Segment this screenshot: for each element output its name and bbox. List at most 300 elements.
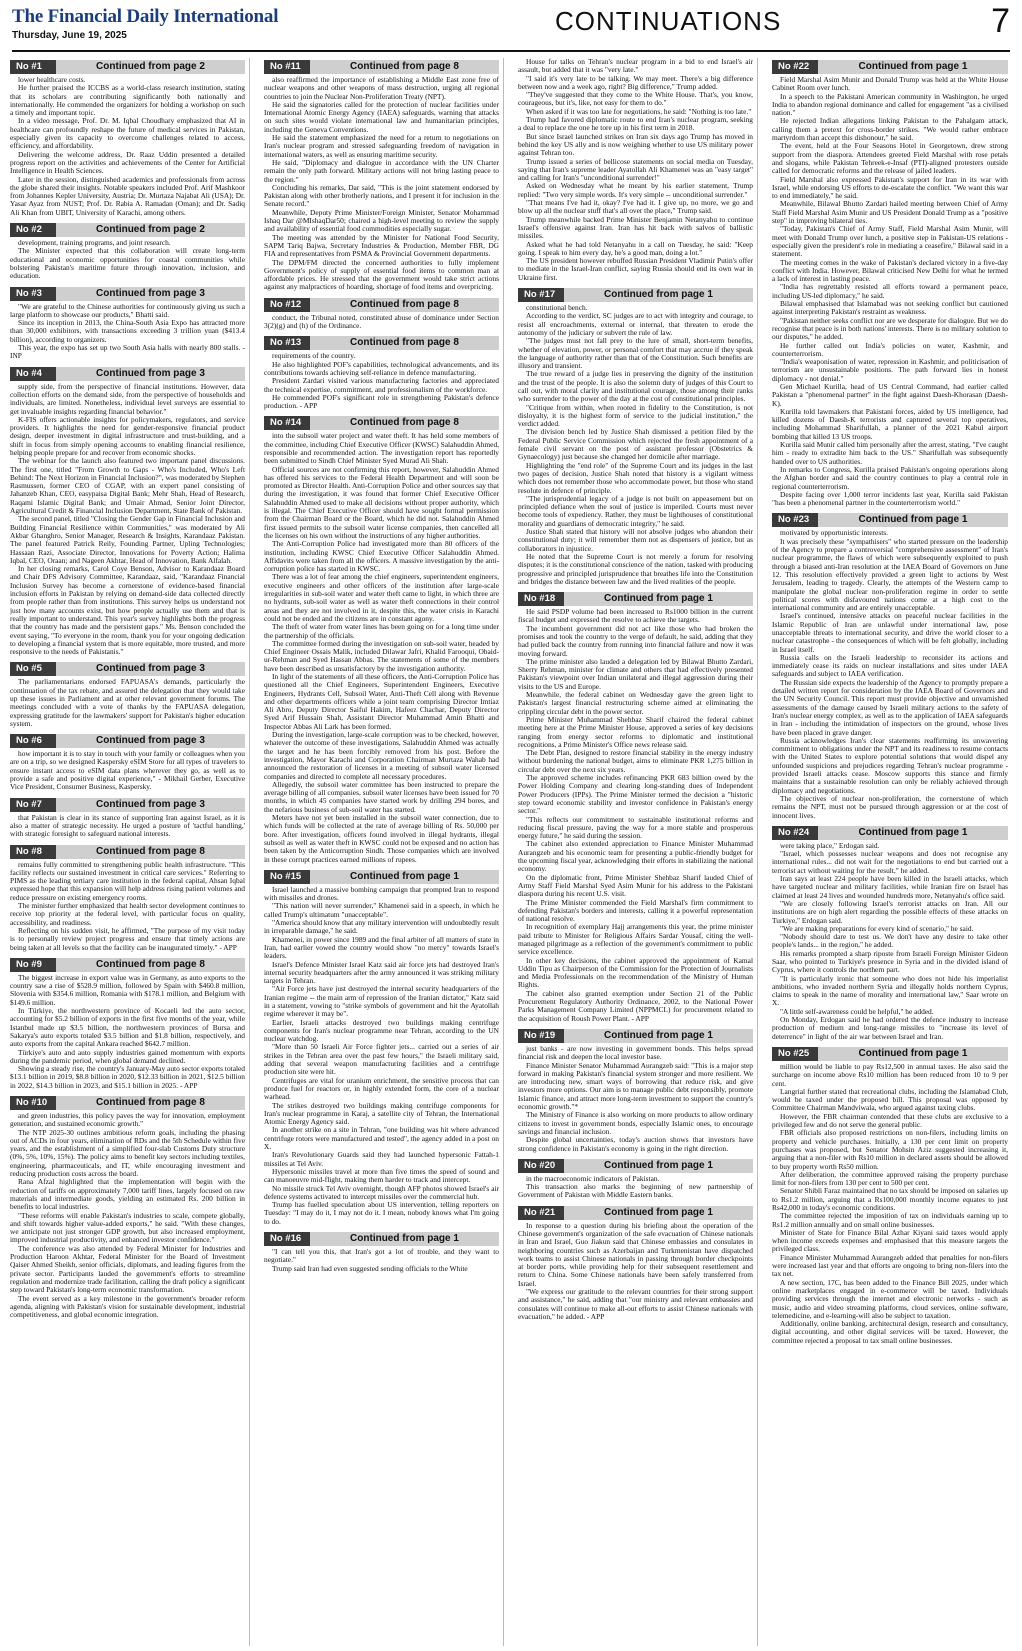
continued-from-label: Continued from page 2 xyxy=(96,224,205,236)
continued-from-label: Continued from page 1 xyxy=(858,514,968,526)
paragraph: constitutional bench. xyxy=(526,303,588,313)
item-body xyxy=(10,974,245,1090)
continuation-item xyxy=(518,592,753,1023)
paragraph: But since Israel launched strikes on Iran six days ago Trump has moved in behind the key US ally and is now weighing whether to use US military power against Tehran too. xyxy=(518,131,753,158)
paragraph: The objectives of nuclear non-proliferation, the cornerstone of which remains the NPT, must not be pursued through aggression or at the cost of innocent lives. xyxy=(772,793,1008,820)
column-4 xyxy=(772,58,1012,1646)
item-header xyxy=(10,662,245,676)
paragraph: "India has regrettably resisted all efforts toward a permanent peace, including US-led diplomacy," he said. xyxy=(772,282,1008,300)
paragraph: The cabinet also granted exemption under Section 21 of the Public Procurement Regulatory Authority Ordinance, 2002, to the National Power Parks Management Company Limited (NPPMCL) for procurement related to the acquisition of Roush Power Plant. - APP xyxy=(518,988,753,1023)
item-body xyxy=(518,58,753,282)
paragraph: "We are closely following Israel's terrorist attacks on Iran. All our institutions are on high alert regarding the possible effects of these attacks on Turkiye," Erdogan said. xyxy=(772,898,1008,925)
continuation-item xyxy=(10,958,245,1090)
paragraph: "We express our gratitude to the relevant countries for their strong support and assistance," he said, adding that "our ministry and relevant embassies and consulates will continue to make all-out efforts to assist Chinese nationals with evacuation," he added. - APP xyxy=(518,1287,753,1321)
continuation-item xyxy=(264,60,499,292)
item-number: No #21 xyxy=(518,1206,564,1220)
continuation-item xyxy=(518,1029,753,1153)
paragraph: His remarks prompted a sharp riposte from Israeli Foreign Minister Gideon Saar, who pointed to Turkiye's presence in Syria and in the divided island of Cyprus, where it controls the northern part. xyxy=(772,948,1008,975)
paragraph: "It is particularly ironic that someone who does not hide his imperialist ambitions, who invaded northern Syria and illegally holds northern Cyprus, claims to speak in the name of morality and international law," Saar wrote on X. xyxy=(772,973,1008,1008)
paragraph: In other key decisions, the cabinet approved the appointment of Kamal Uddin Tipu as Chairperson of the Commission for the Protection of Journalists and Media Professionals on the recommendation of the Ministry of Human Rights. xyxy=(518,955,753,990)
item-body xyxy=(772,529,1008,819)
paragraph: Finance Minister Senator Muhammad Aurangzeb said: "This is a major step forward in making Pakistan's financial system stronger and more resilient. We are introducing new, smart ways of borrowing that reduce risk, and give investors more options. Our aim is to manage public debt responsibly, promote Islamic finance, and attract more long-term investment to support the country's economic growth."* xyxy=(518,1060,753,1112)
continued-from-label: Continued from page 1 xyxy=(604,1159,713,1171)
paragraph: President Zardari visited various manufacturing factories and appreciated the technical expertise, commitment, and professionalism of the workforce. xyxy=(264,376,499,394)
item-header xyxy=(772,1047,1008,1061)
paragraph: "A little self-awareness could be helpful," he added. xyxy=(780,1006,934,1016)
item-header xyxy=(264,336,499,350)
paragraph: In recognition of exemplary Hajj arrangements this year, the prime minister paid tribute to Minister for Religious Affairs Sardar Yousaf, citing the well-managed pilgrimage as a reflection of the government's commitment to public service excellence. xyxy=(518,922,753,957)
paragraph: Finance Minister Muhammad Aurangzeb added that penalties for non-filers were increased last year and that efforts are ongoing to bring non-filers into the tax net. xyxy=(772,1252,1008,1279)
paragraph: Justice Shah stated that history will not absolve judges who abandon their constitutional duty; it will remember them not as dispensers of justice, but as collaborators in injustice. xyxy=(518,527,753,553)
continuation-item xyxy=(10,60,245,217)
masthead xyxy=(0,0,1022,52)
item-number: No #9 xyxy=(10,958,56,972)
item-number: No #13 xyxy=(264,336,310,350)
paragraph: He further called out India's policies on water, Kashmir, and counterterrorism. xyxy=(772,340,1008,358)
continuation-item xyxy=(264,1232,499,1273)
continued-from-label: Continued from page 1 xyxy=(858,61,968,72)
paragraph: Concluding his remarks, Dar said, "This is the joint statement endorsed by Pakistan along with other brotherly nations, and I present it for inclusion in the Senate record." xyxy=(264,182,499,209)
paragraph: into the subsoil water project and water theft. It has held some members of the committee, including Chief Executive Officer (KWSC) Salahuddin Ahmed, responsible and recommended action. The investigation report has reportedly been submitted to Sindh Chief Minister Syed Murad Ali Shah. xyxy=(264,431,499,466)
item-number: No #24 xyxy=(772,826,818,840)
paragraph: "I said it's very late to be talking. We may meet. There's a big difference between now and a week ago, right? Big difference," Trump added. xyxy=(518,73,753,91)
item-body xyxy=(264,432,499,863)
item-body xyxy=(264,352,499,410)
continued-from-label: Continued from page 1 xyxy=(350,870,459,882)
paragraph: The incumbent government did not act like those who had broken the promises and took the country to the verge of default, he said, adding that they had pulled back the country from running into financial failure and now it was moving forward. xyxy=(518,623,753,658)
item-body xyxy=(518,1045,753,1153)
paragraph: Trump issued a series of bellicose statements on social media on Tuesday, saying that Iran's supreme leader Ayatollah Ali Khamenei was an "easy target" and calling for Iran's "unconditional surrender!" xyxy=(518,156,753,183)
continuation-item xyxy=(264,298,499,331)
paragraph: He also highlighted POF's capabilities, technological advancements, and its contributions towards achieving self-reliance in defence manufacturing. xyxy=(264,359,499,377)
paragraph: Bilawal emphasised that Islamabad was not seeking conflict but cautioned against interpreting Pakistan's restraint as weakness. xyxy=(772,299,1008,317)
paragraph: He said the signatories called for the protection of nuclear facilities under International Atomic Energy Agency (IAEA) safeguards, warning that attacks on such sites would violate international law and humanitarian principles, including the Geneva Conventions. xyxy=(264,99,499,134)
paragraph: Meanwhile, the federal cabinet on Wednesday gave the green light to Pakistan's largest financial restructuring scheme aimed at eliminating the crippling circular debt in the power sector. xyxy=(518,690,753,716)
paragraph: Official sources are not confirming this report, however, Salahuddin Ahmed has offered his services to the Federal Health Department and will soon be promoted as Director Health. Anti-Corruption Police and other sources say that during the investigation, it was found that former Chief Executive Officer Salahuddin Ahmed used to make all decisions without proper authority, which is illegal. The Chief Executive Officer should have sought formal permission from the Chairman Board or the Board, which he did not. Salahuddin Ahmed first issued permits to the subsoil water license companies, then cancelled all the licenses on his own without the instructions of any higher authorities. xyxy=(264,464,499,540)
paragraph: Trump had favored diplomatic route to end Iran's nuclear program, seeking a deal to replace the one he tore up in his first term in 2018. xyxy=(518,115,753,133)
item-body xyxy=(264,1248,499,1273)
paragraph: "Critique from within, when rooted in fidelity to the Constitution, is not disloyalty, it is the highest form of service to the judicial institution," the verdict added. xyxy=(518,402,753,429)
continued-from-label: Continued from page 1 xyxy=(604,289,713,301)
continued-from-label: Continued from page 3 xyxy=(96,663,205,675)
paragraph: and green industries, this policy paves the way for innovation, employment generation, and sustained economic growth." xyxy=(10,1110,245,1129)
continuation-item xyxy=(518,288,753,586)
paragraph: Russia calls on the Israeli leadership to reconsider its actions and immediately cease its raids on nuclear installations and sites under IAEA safeguards and subject to IAEA verification. xyxy=(772,652,1008,679)
item-header xyxy=(10,845,245,859)
continued-from-label: Continued from page 3 xyxy=(96,287,205,299)
paragraph: In a video message, Prof. Dr. M. Iqbal Choudhary emphasized that AI in healthcare can profoundly reshape the future of medical services in Pakistan, especially given its capacity to overcome challenges related to access, efficiency, and affordability. xyxy=(10,116,245,151)
paragraph: "Israel, which possesses nuclear weapons and does not recognise any international rules... did not wait for the negotiations to end but carried out a terrorist act without waiting for the result," he added. xyxy=(772,849,1008,875)
continued-from-label: Continued from page 8 xyxy=(350,417,459,429)
paragraph: On the diplomatic front, Prime Minister Shehbaz Sharif lauded Chief of Army Staff Field Marshal Syed Asim Munir for his address to the Pakistani diaspora during his recent U.S. visit. xyxy=(518,872,753,899)
paragraph: "This reflects our commitment to sustainable institutional reforms and reducing fiscal pressure, paving the way for a more stable and prosperous energy future," he said during the session. xyxy=(518,814,753,841)
paragraph: Israel's Defence Minister Israel Katz said air force jets had destroyed Iran's internal security headquarters after the army announced it was striking military targets in Tehran. xyxy=(264,959,499,986)
item-number: No #18 xyxy=(518,592,564,606)
paragraph: Highlighting the "end role" of the Supreme Court and its judges in the last two pages of decision, Justice Shah noted that history is a vigilant witness which does not remember those who accommodate power, but those who stand resolute in defence of principle. xyxy=(518,460,753,495)
paragraph: In another strike on a site in Tehran, "one building was hit where advanced centrifuge rotors were manufactured and tested", the agency added in a post on X. xyxy=(264,1125,499,1152)
paragraph: The meeting comes in the wake of Pakistan's declared victory in a five-day conflict with India. However, Bilawal criticised New Delhi for what he termed a lack of interest in lasting peace. xyxy=(772,257,1008,284)
paragraph: "The judges must not fall prey to the lure of small, short-term benefits, whether of elevation, power, or personal comfort that may accrue if they speak the language of authority rather than that of the Constitution. Such benefits are illusory and transient. xyxy=(518,336,753,371)
item-body xyxy=(772,842,1008,1041)
paragraph: motivated by opportunistic interests. xyxy=(780,528,888,538)
continuation-item xyxy=(518,1206,753,1322)
paragraph: Allegedly, the subsoil water committee has been instructed to prepare the average billing of all companies, subsoil water licenses have been issued for 70 months, in which 45 companies have started work by drilling 294 bores, and the nefarious business of sub-soil water has started. xyxy=(264,779,499,814)
paragraph: He further praised the ICCBS as a world-class research institution, stating that its scholars are contributing significantly both nationally and internationally. He commended the organizers for holding a workshop on such a timely and important topic. xyxy=(10,83,245,118)
paragraph: Minister of State for Finance Bilal Azhar Kiyani said taxes would apply when income exceeds expenses and emphasised that this measure targets the privileged class. xyxy=(772,1227,1008,1254)
paragraph: "India's weaponisation of water, repression in Kashmir, and politicisation of terrorism are unsustainable positions. The path forward lies in honest diplomacy - not denial." xyxy=(772,357,1008,383)
paragraph: Trump meanwhile backed Prime Minister Benjamin Netanyahu to continue Israel's offensive against Iran. Iran has hit back with salvos of ballistic missiles. xyxy=(518,214,753,241)
paragraph: Rana Afzal highlighted that the implementation will begin with the reduction of tariffs on approximately 7,000 tariff lines, largely focused on raw materials and intermediate goods, yielding an estimated Rs. 200 billion in benefits to local industries. xyxy=(10,1177,245,1212)
paragraph: When asked if it was too late for negotiations, he said: "Nothing is too late." xyxy=(526,106,752,116)
item-number: No #15 xyxy=(264,870,310,884)
item-body xyxy=(10,678,245,728)
item-header xyxy=(772,826,1008,840)
paragraph: Despite facing over 1,000 terror incidents last year, Kurilla said Pakistan "has been a phenomenal partner in the counterterrorism world." xyxy=(772,489,1008,508)
paragraph: In Türkiye, the northwestern province of Kocaeli led the auto sector, accounting for $5.2 billion of exports in the first five months of the year, while Istanbul made up $3.5 billion, the northwestern provinces of Bursa and Sakarya's auto exports totaled $3.5 billion and $1.8 billion, respectively, and auto exports from the capital Ankara reached $642.7 million. xyxy=(10,1006,245,1049)
item-number: No #10 xyxy=(10,1096,56,1110)
paragraph: Trump said Iran had even suggested sending officials to the White xyxy=(272,1263,468,1273)
paragraph: Earlier, Israeli attacks destroyed two buildings making centrifuge components for Iran's nuclear programme near Tehran, according to the UN nuclear watchdog. xyxy=(264,1017,499,1044)
paragraph: Since its inception in 2013, the China-South Asia Expo has attracted more than 30,000 exhibitors, with transactions exceeding 3 trillion yuan ($413.4 billion), according to organizers. xyxy=(10,318,245,344)
item-number: No #5 xyxy=(10,662,56,676)
paragraph: The Russian side expects the leadership of the Agency to promptly prepare a detailed written report for consideration by the IAEA Board of Governors and the UN Security Council. This report must provide objective and unvarnished assessments of the damage caused by Israeli military actions to the safety of Iran's nuclear energy complex, as well as to the application of IAEA safeguards in Iran - including the intimidation of inspectors on the ground, whose lives have been placed in grave danger. xyxy=(772,677,1008,737)
paragraph: "Nobody should dare to test us. We don't have any desire to take other people's lands... in the region," he added. xyxy=(772,932,1008,950)
paragraph: Hypersonic missiles travel at more than five times the speed of sound and can manoeuvre mid-flight, making them harder to track and intercept. xyxy=(264,1166,499,1185)
paragraph: In light of the statements of all these officers, the Anti-Corruption Police has questioned all the Chief Engineers, Superintendent Engineers, Executive Engineers, Hydrants Cell, Subsoil Water, Anti-Theft Cell along with Revenue and other departments officers while a joint team comprising Director Imtiaz Ali Abro, Deputy Director Saiful Hakim, Hafeez Chachar, Deputy Director Syed Arif Hussain Shah, Assistant Director Muhammad Amin Bhatti and Inspector Abbas Ali Lark has been formed. xyxy=(264,672,499,731)
paragraph: Asked on Wednesday what he meant by his earlier statement, Trump replied: "Two very simple words. It's very simple -- unconditional surrender." xyxy=(518,181,753,199)
item-number: No #11 xyxy=(264,60,310,74)
item-number: No #22 xyxy=(772,60,818,74)
paragraph: The event served as a key milestone in the government's broader reform agenda, aligning with Pakistan's vision for sustainable development, industrial competitiveness, and global economic integration. xyxy=(10,1293,245,1320)
item-header xyxy=(10,287,245,301)
item-header xyxy=(10,734,245,748)
item-header xyxy=(264,870,499,884)
continued-from-label: Continued from page 1 xyxy=(604,593,713,605)
paragraph: Langrial further stated that recreational clubs, including the Islamabad Club, would be taxed under the proposed bill. This proposal was opposed by Committee Chairman Mandviwala, who argued against taxing clubs. xyxy=(772,1086,1008,1113)
paragraph: "We are grateful to the Chinese authorities for continuously giving us such a large platform to showcase our products," Bhatti said. xyxy=(10,301,245,319)
paragraph: The Ministry of Finance is also working on more products to allow ordinary citizens to invest in government bonds, especially Islamic ones, to encourage savings and financial inclusion. xyxy=(518,1110,753,1136)
item-body xyxy=(10,303,245,361)
item-header xyxy=(10,1096,245,1110)
item-body xyxy=(518,1175,753,1200)
item-body xyxy=(10,1112,245,1319)
paragraph: This year, the expo has set up two South Asia halls with nearly 800 stalls. - INP xyxy=(10,343,245,361)
paragraph: After deliberation, the committee approved raising the property purchase limit for non-filers from 130 per cent to 500 per cent. xyxy=(772,1169,1008,1188)
item-body xyxy=(518,608,753,1023)
paragraph: development, training programs, and joint research. xyxy=(18,238,171,248)
paragraph: Iran says at least 224 people have been killed in the Israeli attacks, which have targeted nuclear and military facilities, while Iranian fire on Israel has claimed at least 24 lives and wounded hundreds more, Netanyahu's office said. xyxy=(772,874,1008,900)
item-body xyxy=(264,314,499,331)
column-3 xyxy=(518,58,758,1646)
item-header xyxy=(772,60,1008,74)
paragraph: Meanwhile, Deputy Prime Minister/Foreign Minister, Senator Mohammad Ishaq Dar @MIshaqDar50; chaired a high-level meeting to review the supply and availability of essential food commodities especially sugar. xyxy=(264,207,499,234)
paragraph: "I can tell you this, that Iran's got a lot of trouble, and they want to negotiate." xyxy=(264,1247,499,1265)
paragraph: The conference was also attended by Federal Minister for Industries and Production Haroon Akhtar, Federal Minister for the Board of Investment Qaiser Ahmed Sheikh, senior officials, diplomats, and leading figures from the private sector. Participants lauded the government's efforts to streamline regulation and modernize trade facilitation, calling the draft policy a significant step toward Pakistan's long-term economic transformation. xyxy=(10,1243,245,1295)
paragraph: Showing a steady rise, the country's January-May auto sector exports totaled $13.1 billion in 2019, $8.8 billion in 2020, $12.33 billion in 2021, $12.5 billion in 2022, $14.3 billion in 2023, and $15.1 billion in 2025. - APP xyxy=(10,1064,245,1090)
paragraph: The theft of water from water lines has been going on for a long time under the partnership of the officials. xyxy=(264,622,499,640)
paragraph: Centrifuges are vital for uranium enrichment, the sensitive process that can produce fuel for reactors or, in highly extended form, the core of a nuclear warhead. xyxy=(264,1075,499,1102)
item-header xyxy=(10,958,245,972)
paragraph: The Debt Plan, designed to restore financial stability in the energy industry without burdening the national budget, aims to eliminate PKR 1,275 billion in circular debt over the next six years. xyxy=(518,748,753,774)
continuation-item xyxy=(10,798,245,839)
item-header xyxy=(10,367,245,381)
continuation-item xyxy=(264,416,499,863)
paragraph: On Monday, Erdogan said he had ordered the defence industry to increase production of medium and long-range missiles to "increase its level of deterrence" in light of the air war between Israel and Iran. xyxy=(772,1015,1008,1041)
paragraph: The minister further emphasized that health sector development continues to receive top priority at the federal level, with particular focus on quality, accessibility, and readiness. xyxy=(10,901,245,927)
paragraph: Israel's continued, intensive attacks on peaceful nuclear facilities in the Islamic Republic of Iran are unlawful under international law, pose unacceptable threats to international security, and drive the world closer to a nuclear catastrophe - the consequences of which will be felt globally, including in Israel itself. xyxy=(772,611,1008,654)
item-body xyxy=(772,1063,1008,1345)
paragraph: It was precisely these "sympathisers" who started pressure on the leadership of the Agency to prepare a controversial "comprehensive assessment" of Iran's nuclear programme, the flaws of which were subsequently exploited to push through a biased anti-Iran resolution at the IAEA Board of Governors on June 12. This resolution effectively provided a green light to actions by West Jerusalem, leading to tragedy. Clearly, the attempts of the Western camp to manipulate the global nuclear non-proliferation regime in order to settle political scores with disfavoured nations come at a high cost to the international community and are entirely unacceptable. xyxy=(772,536,1008,613)
paragraph: In response to a question during his briefing about the operation of the Chinese government's organization of the safe evacuation of Chinese nationals in Iran and Israel, Guo Jiakun said that Chinese embassies and consulates in neighboring countries such as Azerbaijan and Turkmenistan have dispatched work teams to assist Chinese nationals in passing through border checkpoints at border ports, while providing help for their subsequent resettlement and return to China. Some Chinese nationals have been safely transferred from Israel. xyxy=(518,1220,753,1288)
continued-from-label: Continued from page 3 xyxy=(96,735,205,747)
continuation-item xyxy=(10,287,245,361)
paragraph: million would be liable to pay Rs12,500 in annual taxes. He also said the surcharge on income above Rs10 million has been reduced from 10 to 9 per cent. xyxy=(772,1061,1008,1088)
continuation-item xyxy=(772,1047,1008,1345)
continued-from-label: Continued from page 8 xyxy=(350,61,459,72)
paragraph: He rejected Indian allegations linking Pakistan to the Pahalgam attack, calling them a pretext for cross-border strikes. "We would rather embrace martyrdom than accept this dishonour," he said. xyxy=(772,116,1008,143)
paragraph: remains fully committed to strengthening public health infrastructure. "This facility reflects our sustained investment in critical care services." Referring to PIMS as the leading tertiary care institution in the federal capital, Ahsan Iqbal expressed hope that this expansion will help address rising patient volumes and reduce pressure on existing emergency rooms. xyxy=(10,859,245,902)
item-number: No #14 xyxy=(264,416,310,430)
continuation-item xyxy=(10,367,245,657)
item-body xyxy=(10,861,245,952)
paragraph: Türkiye's auto and auto supply industries gained momentum with exports during the pandemic period, when global demand declined. xyxy=(10,1047,245,1065)
item-number: No #1 xyxy=(10,60,56,74)
item-number: No #16 xyxy=(264,1232,310,1246)
item-header xyxy=(264,1232,499,1246)
continuation-item xyxy=(264,336,499,410)
paragraph: Kurilla told lawmakers that Pakistani forces, aided by US intelligence, had killed dozens of Daesh-K terrorists and captured several top operatives, including Mohammad Sharifullah, a planner of the 2021 Kabul airport bombing that killed 13 US troops. xyxy=(772,406,1008,441)
paragraph: He said the statement emphasized the need for a return to negotiations on Iran's nuclear program and stressed safeguarding freedom of navigation in international waters, as well as ensuring maritime security. xyxy=(264,133,499,159)
continuation-item xyxy=(10,734,245,791)
item-header xyxy=(518,1159,753,1173)
paragraph: The biggest increase in export value was in Germany, as auto exports to the country saw a rise of $528.9 million, followed by Spain with $460.8 million, Slovenia with $354.6 million, Romania with $178.1 million, and Belgium with $149.6 million. xyxy=(10,972,245,1007)
continued-from-label: Continued from page 1 xyxy=(858,826,968,838)
item-body xyxy=(10,239,245,280)
continuation-item xyxy=(10,1096,245,1319)
continued-from-label: Continued from page 3 xyxy=(96,798,205,810)
paragraph: The event, held at the Four Seasons Hotel in Georgetown, drew strong support from the diaspora. Attendees greeted Field Marshal with rose petals and slogans, while Pakistan Tehreek-e-Insaf (PTI)-aligned protesters outside called for democratic reforms and the release of jailed leaders. xyxy=(772,141,1008,176)
paragraph: Field Marshal also expressed Pakistan's support for Iran in its war with Israel, while endorsing US efforts to de-escalate the conflict. "We want this war to end immediately," he said. xyxy=(772,174,1008,201)
item-header xyxy=(264,298,499,312)
paragraph: how important it is to stay in touch with your family or colleagues when you are on a trip, so we designed Kaspersky eSIM Store for all types of travelers to ensure instant access to eSIM data plans wherever they go, as well as to provide a safe and positive digital experience," - Mikhail Gerber, Executive Vice President, Consumer Business, Kaspersky. xyxy=(10,749,245,792)
paragraph: During the investigation, large-scale corruption was to be checked, however, whatever the outcome of these investigations, Salahuddin Ahmed was actually the target and he has been forcibly removed from his post. Before the investigation, Mayor Karachi and Corporation Chairman Murtaza Wahab had announced the restoration of licenses in a meeting of subsoil water licensed companies and directed to complete all necessary procedures. xyxy=(264,730,499,781)
paragraph: The approved scheme includes refinancing PKR 683 billion owed by the Power Holding Company and clearing long-standing dues of Independent Power Producers (IPPs). The Prime Minister termed the decision a "historic step toward economic stability and investor confidence in Pakistan's energy sector." xyxy=(518,773,753,816)
item-number: No #17 xyxy=(518,288,564,302)
item-header xyxy=(10,798,245,812)
paragraph: The DPM/FM directed the concerned authorities to fully implement Government's policy of supply of essential food items to common man at affordable prices. He stressed that the government would take strict actions against any malpractices of hoarding, shortage of food items and overpricing. xyxy=(264,257,499,292)
continuation-item xyxy=(10,845,245,952)
paragraph: "That means I've had it, okay? I've had it. I give up, no more, we go and blow up all the nuclear stuff that's all over the place," Trump said. xyxy=(518,198,753,216)
continuation-item xyxy=(10,223,245,280)
paragraph: just banks - are now investing in government bonds. This helps spread financial risk and deepen the local investor base. xyxy=(518,1043,753,1062)
paragraph: Iran's Revolutionary Guards said they had launched hypersonic Fattah-1 missiles at Tel Aviv. xyxy=(264,1150,499,1168)
paragraph: He said, "Diplomacy and dialogue in accordance with the UN Charter remain the only path forward. Military actions will not bring lasting peace to the region." xyxy=(264,157,499,184)
paragraph: Field Marshal Asim Munir and Donald Trump was held at the White House Cabinet Room over lunch. xyxy=(772,75,1008,93)
paragraph: K-FIS offers actionable insights for policymakers, regulators, and service providers. It highlights the need for gender-responsive financial product design, deeper investment in digital infrastructure and trust-building, and a shift in focus from simply opening accounts to enabling financial resilience, helping people prepare for and recover from economic shocks. xyxy=(10,414,245,457)
item-number: No #3 xyxy=(10,287,56,301)
item-number: No #25 xyxy=(772,1047,818,1061)
paragraph: In a speech to the Pakistani American community in Washington, he urged India to abandon regional dominance and called for engagement "as a civilised nation." xyxy=(772,91,1008,118)
paragraph: The prime minister also lauded a delegation led by Bilawal Bhutto Zardari, Sherry Rehman, minister for climate and others that had effectively presented Pakistan's viewpoint over Indian unilateral and illegal aggression during their visits to the US and Europe. xyxy=(518,656,753,691)
item-header xyxy=(518,592,753,606)
continued-from-label: Continued from page 8 xyxy=(350,298,459,310)
continued-from-label: Continued from page 1 xyxy=(604,1029,713,1041)
issue-date: Thursday, June 19, 2025 xyxy=(12,30,127,41)
paragraph: "Today, Pakistan's Chief of Army Staff, Field Marshal Asim Munir, will meet with Donald Trump over lunch, a positive step in Pakistan-US relations - especially given the president's role in mediating a ceasefire," Bilawal said in a statement. xyxy=(772,224,1008,259)
paragraph: Additionally, online banking, architectural design, research and consultancy, digital accounting, and other digital services will be taxed. However, the committee rejected a proposal to tax small online businesses. xyxy=(772,1319,1008,1345)
paragraph: He said PSDP volume had been increased to Rs1000 billion in the current fiscal budget and expressed the resolve to achieve the targets. xyxy=(518,607,753,625)
section-title: CONTINUATIONS xyxy=(555,6,782,36)
paragraph: "These reforms will enable Pakistan's industries to scale, compete globally, and shift towards higher value-added exports," he said. "With these changes, we anticipate not just stronger GDP growth, but also increased employment, improved industrial productivity, and enhanced investor confidence." xyxy=(10,1210,245,1245)
paragraph: supply side, from the perspective of financial institutions. However, data collection efforts on the demand side, from the perspective of households and individuals, are limited. Nonetheless, individual level surveys are essential to get invaluable insights regarding financial behavior." xyxy=(10,381,245,416)
continued-from-label: Continued from page 1 xyxy=(604,1206,713,1218)
paragraph: According to the verdict, SC judges are to act with integrity and courage, to resist all encroachments, external or internal, that threaten to erode the autonomy of the judiciary or subvert the rule of law. xyxy=(518,311,753,337)
item-body xyxy=(264,76,499,292)
paragraph: Khamenei, in power since 1989 and the final arbiter of all matters of state in Iran, had earlier vowed the country would show "no mercy" towards Israel's leaders. xyxy=(264,934,499,961)
continued-from-label: Continued from page 8 xyxy=(96,1096,205,1108)
item-header xyxy=(518,288,753,302)
paragraph: "Pakistan neither seeks conflict nor are we desperate for dialogue. But we do recognise that peace is in both nations' interests. There is no military solution to our disputes," he added. xyxy=(772,315,1008,342)
paragraph: that Pakistan is clear in its stance of supporting Iran against Israel, as it is also a matter of strategic necessity. He urged a posture of 'tactful handling,' with strategic foresight to safeguard national interests. xyxy=(10,812,245,839)
paragraph: Trump has fuelled speculation about US intervention, telling reporters on Tuesday: "I may do it, I may not do it. I mean, nobody knows what I'm going to do. xyxy=(264,1200,499,1226)
item-number: No #12 xyxy=(264,298,310,312)
item-number: No #4 xyxy=(10,367,56,381)
paragraph: The Prime Minister commended the Field Marshal's firm commitment to defending Pakistan's borders and interests, calling it a powerful representation of national resolve. xyxy=(518,897,753,924)
item-number: No #20 xyxy=(518,1159,564,1173)
paragraph: The committee rejected the imposition of tax on individuals earning up to Rs1.2 million annually and on small online businesses. xyxy=(772,1211,1008,1229)
item-body xyxy=(518,304,753,586)
continuation-item xyxy=(772,60,1008,507)
paragraph: The division bench led by Justice Shah dismissed a petition filed by the Federal Public Service Commission which rejected the fresh appointment of a female civil servant on the post of assistant professor (Obstetrics & Gynaecology) just because she changed her domicile after marriage. xyxy=(518,427,753,462)
continuation-item xyxy=(264,870,499,1226)
item-body xyxy=(10,750,245,791)
paragraph: Meters have not yet been installed in the subsoil water connection, due to which funds will be collected at the rate of average billing of Rs. 50,000 per bore. After investigation, officers found involved in illegal hydrants, illegal subsoil as well as water theft in KWSC could not be exposed and no action has been taken by the Anticorruption Sindh. Those companies which are involved in these corrupt practices earned millions of rupees. xyxy=(264,813,499,864)
continued-from-label: Continued from page 1 xyxy=(858,1047,968,1059)
paragraph: In her closing remarks, Carol Coye Benson, Advisor to Karandaaz Board and Chair DFS Advisory Committee, Karandaaz, said, "Karandaaz Financial Inclusion Survey has become a cornerstone of evidence-based financial inclusion efforts in Pakistan by relying on demand-side data collected directly from people rather than from institutions. This survey helps us understand not just how many accounts exist, but how people actually use them and that is really important to understand. This year's survey highlights both the progress that the country has made and the persistent gaps." Ms. Benson concluded the event saying, "To everyone in the room, thank you for your ongoing dedication to developing a financial system that is more equitable, more trusted, and more responsive to the needs of Pakistanis." xyxy=(10,564,245,657)
paragraph: The US president however rebuffed Russian President Vladimir Putin's offer to mediate in the Israel-Iran conflict, saying Russia should end its own war in Ukraine first. xyxy=(518,256,753,282)
paragraph: House for talks on Tehran's nuclear program in a bid to end Israel's air assault, but added that it was "very late." xyxy=(518,58,753,75)
continuation-item xyxy=(10,662,245,728)
item-header xyxy=(518,1206,753,1220)
paragraph: The second panel, titled "Closing the Gender Gap in Financial Inclusion and Building Financial Resilience within Communities," was moderated by Ali Akbar Ghanghro, Senior Manager, Research & Insights, Karandaaz Pakistan. The panel featured Patrick Reily, Founding Partner, Upling Technologies; Hassaan Razi, Associate Director, Innovations for Poverty Action; Halima Iqbal, CEO, Oraan; and Nageen Akhtar, Head of Innovation, Bank Alfalah. xyxy=(10,514,245,565)
continuation-item xyxy=(772,513,1008,819)
paragraph: also reaffirmed the importance of establishing a Middle East zone free of nuclear weapons and other weapons of mass destruction, urging all regional countries to join the Nuclear Non-Proliferation Treaty (NPT). xyxy=(264,75,499,101)
continued-from-label: Continued from page 2 xyxy=(96,61,205,72)
column-2 xyxy=(264,58,504,1646)
paragraph: Asked what he had told Netanyahu in a call on Tuesday, he said: "Keep going. I speak to him every day, he's a good man, doing a lot." xyxy=(518,239,753,257)
continued-from-label: Continued from page 8 xyxy=(96,845,205,857)
paragraph: Reflecting on his sudden visit, he affirmed, "The purpose of my visit today is to personally review project progress and ensure that timely actions are being taken at all levels so that the facility can be inaugurated timely." - APP xyxy=(10,925,245,952)
item-header xyxy=(518,1029,753,1043)
paragraph: Russia acknowledges Iran's clear statements reaffirming its unwavering commitment to obligations under the NPT and its readiness to resume contacts with the United States to explore potential solutions that would dispel any unfounded suspicions and prejudices regarding Tehran's nuclear programme - provided Israeli attacks cease. Moscow supports this stance and firmly maintains that a sustainable resolution can only be reliably achieved through diplomacy and negotiations. xyxy=(772,735,1008,795)
article-columns xyxy=(10,58,1012,1646)
continued-from-label: Continued from page 8 xyxy=(96,958,205,970)
paragraph: Gen Michael Kurilla, head of US Central Command, had earlier called Pakistan a "phenomenal partner" in the fight against Daesh-Khorasan (Daesh-K). xyxy=(772,381,1008,408)
item-number: No #8 xyxy=(10,845,56,859)
column-1 xyxy=(10,58,250,1646)
paragraph: lower healthcare costs. xyxy=(18,75,86,84)
item-header xyxy=(264,416,499,430)
paragraph: Prime Minister Muhammad Shehbaz Sharif chaired the federal cabinet meeting here at the Prime Minister House, approved a series of key decisions ranging from energy sector reforms to diplomatic and institutional recognitions, a Prime Minister's Office news release said. xyxy=(518,714,753,749)
item-header xyxy=(10,223,245,237)
paragraph: "They've suggested that they come to the White House. That's, you know, courageous, but it's, like, not easy for them to do." xyxy=(518,90,753,108)
item-body xyxy=(10,814,245,839)
paragraph: A new section, 17C, has been added to the Finance Bill 2025, under which online marketplaces engaged in e-commerce will be taxed. Individuals providing services through the internet and electronic networks - such as music, audio and video streaming platforms, cloud services, online software, telemedicine, and e-learning-will also be subject to taxation. xyxy=(772,1277,1008,1320)
paragraph: Delivering the welcome address, Dr. Raaz Uddin presented a detailed progress report on the activities and achievements of the Center for Artificial Intelligence in Health Sciences. xyxy=(10,149,245,176)
page-number: 7 xyxy=(991,2,1010,40)
item-body xyxy=(772,76,1008,507)
paragraph: "More than 50 Israeli Air Force fighter jets... carried out a series of air strikes in the Tehran area over the past few hours," the Israeli military said, adding that several weapon manufacturing facilities and a centrifuge production site were hit. xyxy=(264,1042,499,1077)
paragraph: "America should know that any military intervention will undoubtedly result in irreparable damage," he said. xyxy=(264,918,499,936)
paragraph: "Air Force jets have just destroyed the internal security headquarters of the Iranian regime -- the main arm of repression of the Iranian dictator," Katz said in a statement, vowing to "strike symbols of government and hit the Ayatollah regime wherever it may be". xyxy=(264,984,499,1019)
continued-from-label: Continued from page 3 xyxy=(96,367,205,379)
paragraph: The cabinet also extended appreciation to Finance Minister Muhammad Aurangzeb and his economic team for presenting a public-friendly budget for the upcoming fiscal year, acknowledging their efforts in stabilizing the national economy. xyxy=(518,839,753,874)
continuation-item xyxy=(518,1159,753,1200)
newspaper-name: The Financial Daily International xyxy=(12,6,279,27)
paragraph: Meanwhile, Bilawal Bhutto Zardari hailed meeting between Chief of Army Staff Field Marshal Asim Munir and US President Donald Trump as a "positive step" in improving bilateral ties. xyxy=(772,199,1008,226)
paragraph: conduct, the Tribunal noted, constituted abuse of dominance under Section 3(2)(g) and (h) of the Ordinance. xyxy=(264,312,499,331)
item-body xyxy=(518,1222,753,1322)
continued-from-label: Continued from page 8 xyxy=(350,337,459,349)
paragraph: This transaction also marks the beginning of new partnership of Government of Pakistan with Middle Eastern banks. xyxy=(518,1182,753,1200)
paragraph: FBR officials also proposed restrictions on non-filers, including limits on property and vehicle purchases. Initially, a 130 per cent limit on property purchases was proposed, but Senator Mohsin Aziz suggested increasing it, arguing that a non-filer with Rs10 million in declared assets should be allowed to buy property worth Rs50 million. xyxy=(772,1128,1008,1171)
paragraph: The strikes destroyed two buildings making centrifuge components for Iran's nuclear programme in Karaj, a satellite city of Tehran, the International Atomic Energy Agency said. xyxy=(264,1100,499,1127)
paragraph: were taking place," Erdogan said. xyxy=(780,840,880,850)
item-body xyxy=(264,886,499,1226)
paragraph: The committee formed during the investigation on sub-soil water, headed by Chief Engineer Ossais Malik, included Dilawar Jafri, Khalid Farooqui, Obaid-ur-Rehman and Syed Hassan Abbas. The statements of some of the members have been described as unsatisfactory by the investigation authority. xyxy=(264,638,499,673)
masthead-rule xyxy=(12,50,1010,52)
paragraph: "The jurisprudential legacy of a judge is not built on appeasement but on principled defiance when the soul of justice is imperiled. Courts must never become tools of expediency. Rather, they must be lighthouses of constitutional morality and guardians of democratic integrity," he said. xyxy=(518,493,753,528)
continuation-item xyxy=(772,826,1008,1041)
paragraph: In remarks to Congress, Kurilla praised Pakistan's ongoing operations along the Afghan border and said the country continues to play a central role in regional counterterrorism. xyxy=(772,464,1008,491)
paragraph: requirements of the country. xyxy=(272,351,356,361)
paragraph: He commended POF's significant role in strengthening Pakistan's defence production. - APP xyxy=(264,392,499,411)
paragraph: The webinar for the launch also featured two important panel discussions. The first one, titled "From Growth to Gaps - Who's Included, Who's Left Behind: The Next Horizon in Financial Inclusion?", was moderated by Stephen Rasmussen, former CEO of CGAP, with an expert panel consisting of Jahanzeb Khan, CEO, easypaisa Digital Bank; Mehr Shah, Head of Research, Raqami Islamic Digital Bank; and Umair Ahmad, Senior Joint Director, Agricultural Credit & Financial Inclusion Department, State Bank of Pakistan. xyxy=(10,456,245,516)
item-number: No #23 xyxy=(772,513,818,527)
masthead-left xyxy=(12,6,278,41)
item-body xyxy=(10,76,245,217)
paragraph: in the macroeconomic indicators of Pakistan. xyxy=(526,1173,660,1183)
item-header xyxy=(10,60,245,74)
paragraph: The meeting was attended by the Minister for National Food Security, SAPM Tariq Bajwa, Secretary Industries & Production, Member FBR, DG FIA and representatives from PSMA & Provincial Government departments. xyxy=(264,232,499,259)
item-number: No #7 xyxy=(10,798,56,812)
paragraph: He noted that the Supreme Court is not merely a forum for resolving disputes; it is the constitutional conscience of the nation, tasked with producing progressive and principled jurisprudence that breathes life into the Constitution and bridges the distance between law and the lived realities of the people. xyxy=(518,551,753,586)
paragraph: However, the FBR chairman contended that these clubs are exclusive to a privileged few and do not serve the general public. xyxy=(772,1111,1008,1130)
paragraph: No missile struck Tel Aviv overnight, though AFP photos showed Israel's air defence systems activated to intercept missiles over the commercial hub. xyxy=(264,1183,499,1201)
continued-from-label: Continued from page 1 xyxy=(350,1233,459,1244)
item-header xyxy=(772,513,1008,527)
paragraph: The NTP 2025-30 outlines ambitious reform goals, including the phasing out of ACDs in four years, elimination of RDs and the 5th Schedule within five years, and the establishment of a simplified four-slab Customs Duty structure (0%, 5%, 10%, 15%). The policy aims to benefit key sectors including textiles, engineering, pharmaceuticals, and IT, while encouraging investment and reducing production costs across the board. xyxy=(10,1127,245,1179)
item-number: No #6 xyxy=(10,734,56,748)
item-number: No #19 xyxy=(518,1029,564,1043)
paragraph: There was a lot of fear among the chief engineers, superintendent engineers, executive engineers and other officers of the institution after large-scale irregularities in sub-soil water and water theft came to light, in which three are no hydrants, sub-soil water as well as water theft connections in their control areas and they are not involved in it, despite this, the water crisis in Karachi could not be ended and the citizens are in constant agony. xyxy=(264,572,499,623)
paragraph: The parliamentarians endorsed FAPUASA's demands, particularly the continuation of the tax rebate, and assured the delegation that they would take up these issues in Parliament and at other relevant government forums. The meetings concluded with a vote of thanks by the FAPUASA delegation, expressing gratitude for the lawmakers' support for Pakistan's higher education system. xyxy=(10,677,245,728)
item-header xyxy=(264,60,499,74)
continuation-item xyxy=(518,58,753,282)
item-body xyxy=(10,383,245,657)
paragraph: "This nation will never surrender," Khamenei said in a speech, in which he called Trump's ultimatum "unacceptable". xyxy=(264,901,499,919)
paragraph: Kurilla said Munir called him personally after the arrest, stating, "I've caught him - ready to extradite him back to the US." Sharifullah was subsequently handed over to US authorities. xyxy=(772,440,1008,466)
paragraph: "We are making preparations for every kind of scenario," he said. xyxy=(780,923,974,933)
paragraph: Senator Shibli Faraz maintained that no tax should be imposed on salaries up to Rs1.2 million, arguing that a Rs100,000 monthly income equates to just Rs42,000 in today's economic conditions. xyxy=(772,1186,1008,1212)
paragraph: The Minister expected that this collaboration will create long-term educational and economic opportunities for coastal communities while bolstering Pakistan's maritime future through innovation, inclusion, and education. xyxy=(10,246,245,281)
paragraph: Later in the session, distinguished academics and professionals from across the globe shared their insights. Notable speakers included Prof. Arif Mashkoor from Johannes Kepler University, Austria; Dr. Murtaza Najabat Ali (USA); Dr. Yasar Ayaz from NUST; Prof. Dr. Rabia A. Ramadan (Oman); and Dr. Sadiq Ali Khan from UBIT, University of Karachi, among others. xyxy=(10,174,245,217)
paragraph: Israel launched a massive bombing campaign that prompted Iran to respond with missiles and drones. xyxy=(264,884,499,903)
paragraph: Despite global uncertainties, today's auction shows that investors have strong confidence in Pakistan's economy is going in the right direction. xyxy=(518,1135,753,1153)
paragraph: The Anti-Corruption Police had investigated more than 80 officers of the institution, including KWSC Chief Executive Officer Salahuddin Ahmed. Affidavits were taken from all the officers. A massive investigation by the anti-corruption police has started in KWSC. xyxy=(264,539,499,574)
item-number: No #2 xyxy=(10,223,56,237)
paragraph: The true reward of a judge lies in preserving the dignity of the institution and the trust of the people. It is also the solemn duty of judges of this Court to call out, with moral clarity and institutional courage, those among their ranks who surrender to the power of the day at the cost of constitutional principles. xyxy=(518,369,753,404)
